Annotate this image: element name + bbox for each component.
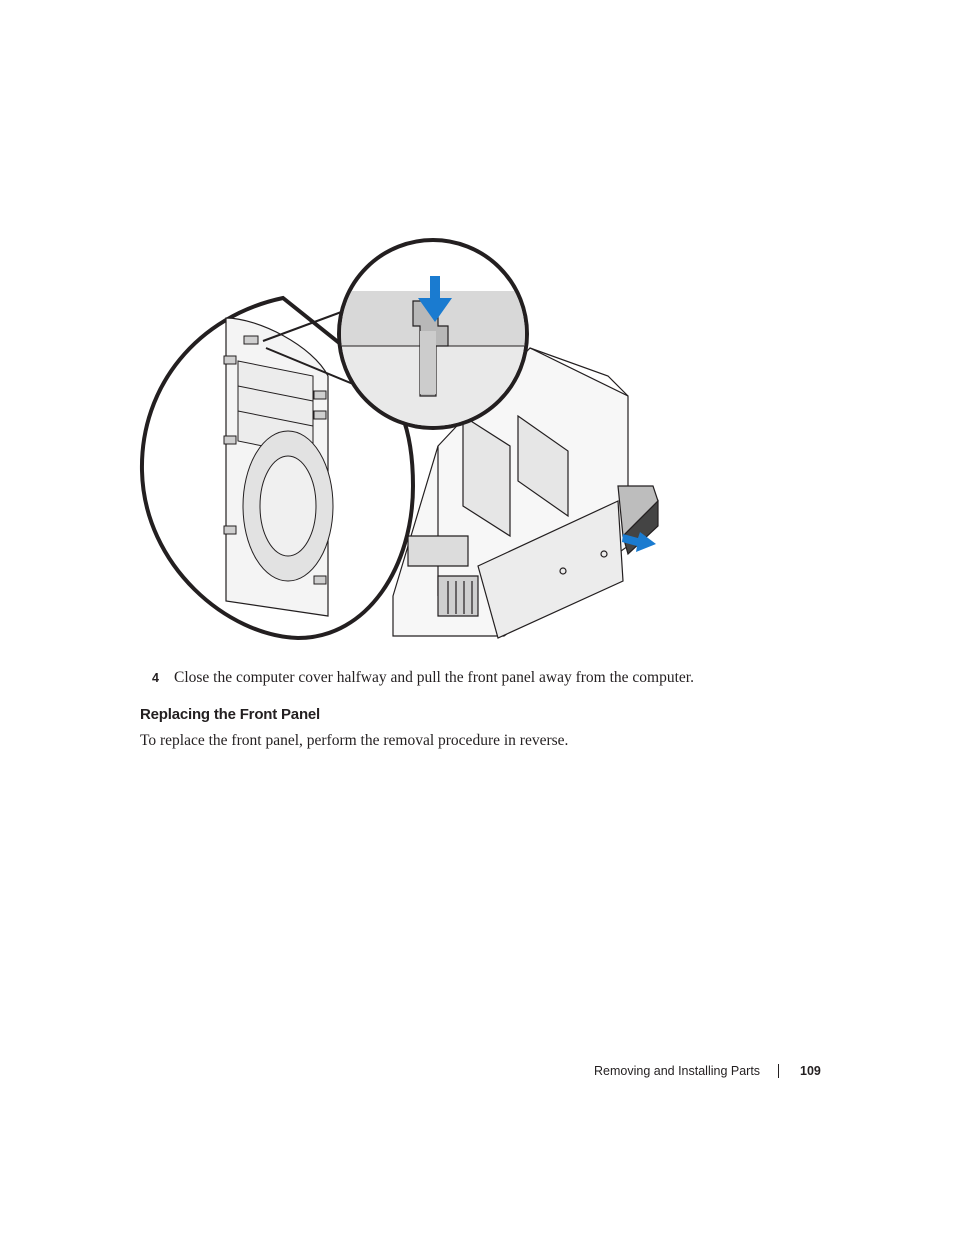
section-heading: Replacing the Front Panel bbox=[140, 706, 321, 723]
step-number: 4 bbox=[152, 671, 159, 685]
front-panel-removal-illustration bbox=[138, 236, 678, 646]
step-text: Close the computer cover halfway and pull the front panel away from the computer. bbox=[174, 669, 694, 686]
footer-section-title: Removing and Installing Parts bbox=[594, 1064, 761, 1078]
section-body: To replace the front panel, perform the removal procedure in reverse. bbox=[140, 732, 569, 749]
page-number: 109 bbox=[800, 1064, 821, 1078]
footer-divider bbox=[778, 1064, 779, 1078]
